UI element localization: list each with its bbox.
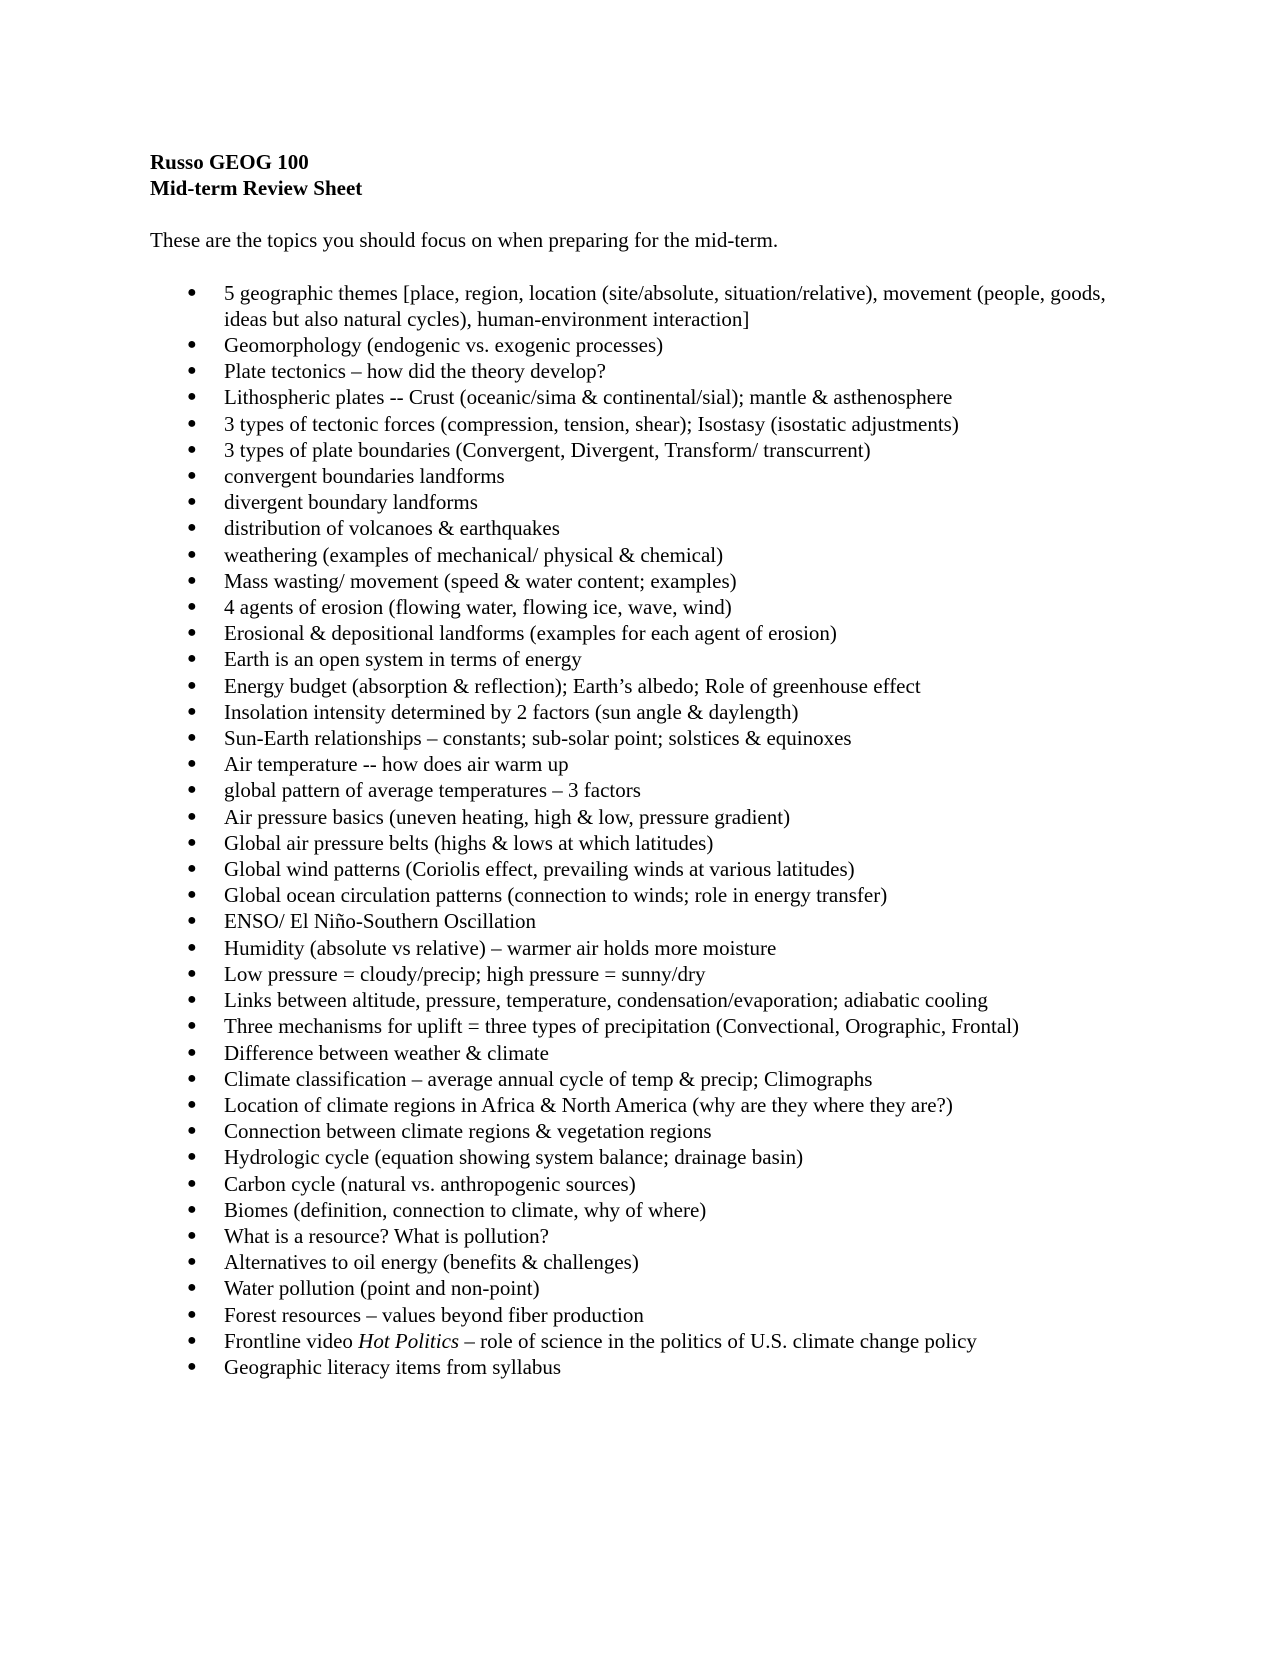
intro-paragraph: These are the topics you should focus on when preparing for the mid-term.: [150, 228, 779, 253]
document-page: [150, 149, 1150, 1380]
bullet-icon: ●: [187, 781, 197, 799]
bullet-icon: ●: [187, 676, 197, 694]
bullet-icon: ●: [187, 1017, 197, 1035]
list-item-text: Water pollution (point and non-point): [224, 1276, 540, 1301]
list-item: [150, 1171, 1150, 1197]
list-item: [150, 1013, 1150, 1039]
list-item-text: 5 geographic themes [place, region, location (site/absolute, situation/relative), movement (people, goods, ideas but also natural cycles), human-environment interaction]: [224, 280, 1106, 331]
bullet-icon: ●: [187, 283, 197, 301]
list-item-text: weathering (examples of mechanical/ physical & chemical): [224, 542, 724, 567]
list-item: [150, 908, 1150, 934]
bullet-icon: ●: [187, 598, 197, 616]
bullet-icon: ●: [187, 1174, 197, 1192]
list-item: [150, 777, 1150, 803]
list-item: [150, 830, 1150, 856]
frontline-prefix: Frontline video: [224, 1328, 359, 1353]
bullet-icon: ●: [187, 1253, 197, 1271]
list-item: [150, 1275, 1150, 1301]
bullet-icon: ●: [187, 1305, 197, 1323]
bullet-icon: ●: [187, 1122, 197, 1140]
list-item-text: Plate tectonics – how did the theory develop?: [224, 359, 606, 384]
list-item-text: Air temperature -- how does air warm up: [224, 752, 569, 777]
list-item-text: Difference between weather & climate: [224, 1040, 549, 1065]
list-item-text: Lithospheric plates -- Crust (oceanic/sima & continental/sial); mantle & asthenosphere: [224, 385, 953, 410]
document-title: Mid-term Review Sheet: [150, 176, 363, 201]
bullet-icon: ●: [187, 1331, 197, 1349]
bullet-icon: ●: [187, 1095, 197, 1113]
list-item: [150, 594, 1150, 620]
list-item: [150, 1302, 1150, 1328]
list-item: [150, 437, 1150, 463]
list-item: [150, 699, 1150, 725]
bullet-icon: ●: [187, 467, 197, 485]
list-item: [150, 1249, 1150, 1275]
list-item: [150, 673, 1150, 699]
list-item-text: Alternatives to oil energy (benefits & challenges): [224, 1250, 639, 1275]
bullet-icon: ●: [187, 362, 197, 380]
list-item-text: Global wind patterns (Coriolis effect, prevailing winds at various latitudes): [224, 857, 855, 882]
list-item-text: Links between altitude, pressure, temperature, condensation/evaporation; adiabatic cooling: [224, 988, 988, 1013]
list-item-text: Forest resources – values beyond fiber production: [224, 1302, 644, 1327]
list-item-text: Climate classification – average annual cycle of temp & precip; Climographs: [224, 1066, 873, 1091]
list-item: [150, 725, 1150, 751]
topics-list: [150, 280, 1150, 1381]
list-item: [150, 1118, 1150, 1144]
list-item: [150, 882, 1150, 908]
bullet-icon: ●: [187, 414, 197, 432]
bullet-icon: ●: [187, 886, 197, 904]
bullet-icon: ●: [187, 624, 197, 642]
list-item: [150, 751, 1150, 777]
list-item-text: Mass wasting/ movement (speed & water content; examples): [224, 568, 737, 593]
bullet-icon: ●: [187, 807, 197, 825]
list-item-text: global pattern of average temperatures – 3 factors: [224, 778, 641, 803]
list-item-text: Global ocean circulation patterns (connection to winds; role in energy transfer): [224, 883, 888, 908]
list-item: [150, 1328, 1150, 1354]
list-item-text: ENSO/ El Niño-Southern Oscillation: [224, 909, 537, 934]
list-item: [150, 646, 1150, 672]
list-item-text: Sun-Earth relationships – constants; sub-solar point; solstices & equinoxes: [224, 726, 852, 751]
bullet-icon: ●: [187, 833, 197, 851]
list-item: [150, 280, 1150, 332]
bullet-icon: ●: [187, 1357, 197, 1375]
list-item-text: Erosional & depositional landforms (examples for each agent of erosion): [224, 621, 837, 646]
bullet-icon: ●: [187, 519, 197, 537]
bullet-icon: ●: [187, 650, 197, 668]
list-item: [150, 358, 1150, 384]
list-item-text: Low pressure = cloudy/precip; high pressure = sunny/dry: [224, 961, 706, 986]
list-item-text: Humidity (absolute vs relative) – warmer air holds more moisture: [224, 935, 777, 960]
bullet-icon: ●: [187, 964, 197, 982]
list-item: [150, 1092, 1150, 1118]
list-item-text: distribution of volcanoes & earthquakes: [224, 516, 560, 541]
list-item: [150, 1197, 1150, 1223]
bullet-icon: ●: [187, 991, 197, 1009]
bullet-icon: ●: [187, 545, 197, 563]
list-item-text: Air pressure basics (uneven heating, high & low, pressure gradient): [224, 804, 791, 829]
list-item: [150, 935, 1150, 961]
list-item: [150, 804, 1150, 830]
list-item: [150, 489, 1150, 515]
bullet-icon: ●: [187, 729, 197, 747]
list-item: [150, 1223, 1150, 1249]
list-item-text: convergent boundaries landforms: [224, 464, 505, 489]
list-item-text: 4 agents of erosion (flowing water, flowing ice, wave, wind): [224, 595, 732, 620]
list-item-text: Global air pressure belts (highs & lows at which latitudes): [224, 830, 714, 855]
bullet-icon: ●: [187, 440, 197, 458]
bullet-icon: ●: [187, 1200, 197, 1218]
bullet-icon: ●: [187, 1043, 197, 1061]
bullet-icon: ●: [187, 1148, 197, 1166]
bullet-icon: ●: [187, 1279, 197, 1297]
list-item-text: Earth is an open system in terms of energy: [224, 647, 582, 672]
list-item-text: 3 types of tectonic forces (compression, tension, shear); Isostasy (isostatic adjustments): [224, 411, 959, 436]
course-heading: Russo GEOG 100: [150, 150, 309, 174]
list-item-text: Energy budget (absorption & reflection); Earth’s albedo; Role of greenhouse effect: [224, 673, 921, 698]
list-item-text: Connection between climate regions & vegetation regions: [224, 1119, 712, 1144]
list-item: [150, 1144, 1150, 1170]
list-item: [150, 568, 1150, 594]
bullet-icon: ●: [187, 336, 197, 354]
bullet-icon: ●: [187, 1226, 197, 1244]
bullet-icon: ●: [187, 493, 197, 511]
bullet-icon: ●: [187, 1069, 197, 1087]
list-item: [150, 1040, 1150, 1066]
bullet-icon: ●: [187, 938, 197, 956]
list-item-text: Biomes (definition, connection to climate, why of where): [224, 1197, 707, 1222]
list-item: [150, 411, 1150, 437]
list-item: [150, 515, 1150, 541]
list-item-text: Three mechanisms for uplift = three types of precipitation (Convectional, Orographic, Frontal): [224, 1014, 1020, 1039]
list-item-text: divergent boundary landforms: [224, 490, 478, 515]
list-item-text: 3 types of plate boundaries (Convergent, Divergent, Transform/ transcurrent): [224, 437, 871, 462]
list-item: [150, 1066, 1150, 1092]
list-item: [150, 987, 1150, 1013]
list-item-text: Geomorphology (endogenic vs. exogenic processes): [224, 333, 664, 358]
list-item: [150, 961, 1150, 987]
list-item-text: Hydrologic cycle (equation showing system balance; drainage basin): [224, 1145, 804, 1170]
bullet-icon: ●: [187, 860, 197, 878]
list-item: [150, 856, 1150, 882]
bullet-icon: ●: [187, 912, 197, 930]
bullet-icon: ●: [187, 388, 197, 406]
bullet-icon: ●: [187, 755, 197, 773]
list-item-text: Insolation intensity determined by 2 factors (sun angle & daylength): [224, 699, 799, 724]
list-item-text: What is a resource? What is pollution?: [224, 1223, 550, 1248]
list-item-text: Location of climate regions in Africa & North America (why are they where they are?): [224, 1092, 953, 1117]
list-item: [150, 620, 1150, 646]
frontline-video-title: Hot Politics: [358, 1328, 460, 1353]
list-item-text: Carbon cycle (natural vs. anthropogenic sources): [224, 1171, 636, 1196]
frontline-suffix: – role of science in the politics of U.S. climate change policy: [459, 1328, 977, 1353]
bullet-icon: ●: [187, 571, 197, 589]
list-item-text: Geographic literacy items from syllabus: [224, 1354, 562, 1379]
list-item: [150, 384, 1150, 410]
list-item: [150, 332, 1150, 358]
list-item: [150, 1354, 1150, 1380]
list-item: [150, 542, 1150, 568]
bullet-icon: ●: [187, 702, 197, 720]
list-item: [150, 463, 1150, 489]
